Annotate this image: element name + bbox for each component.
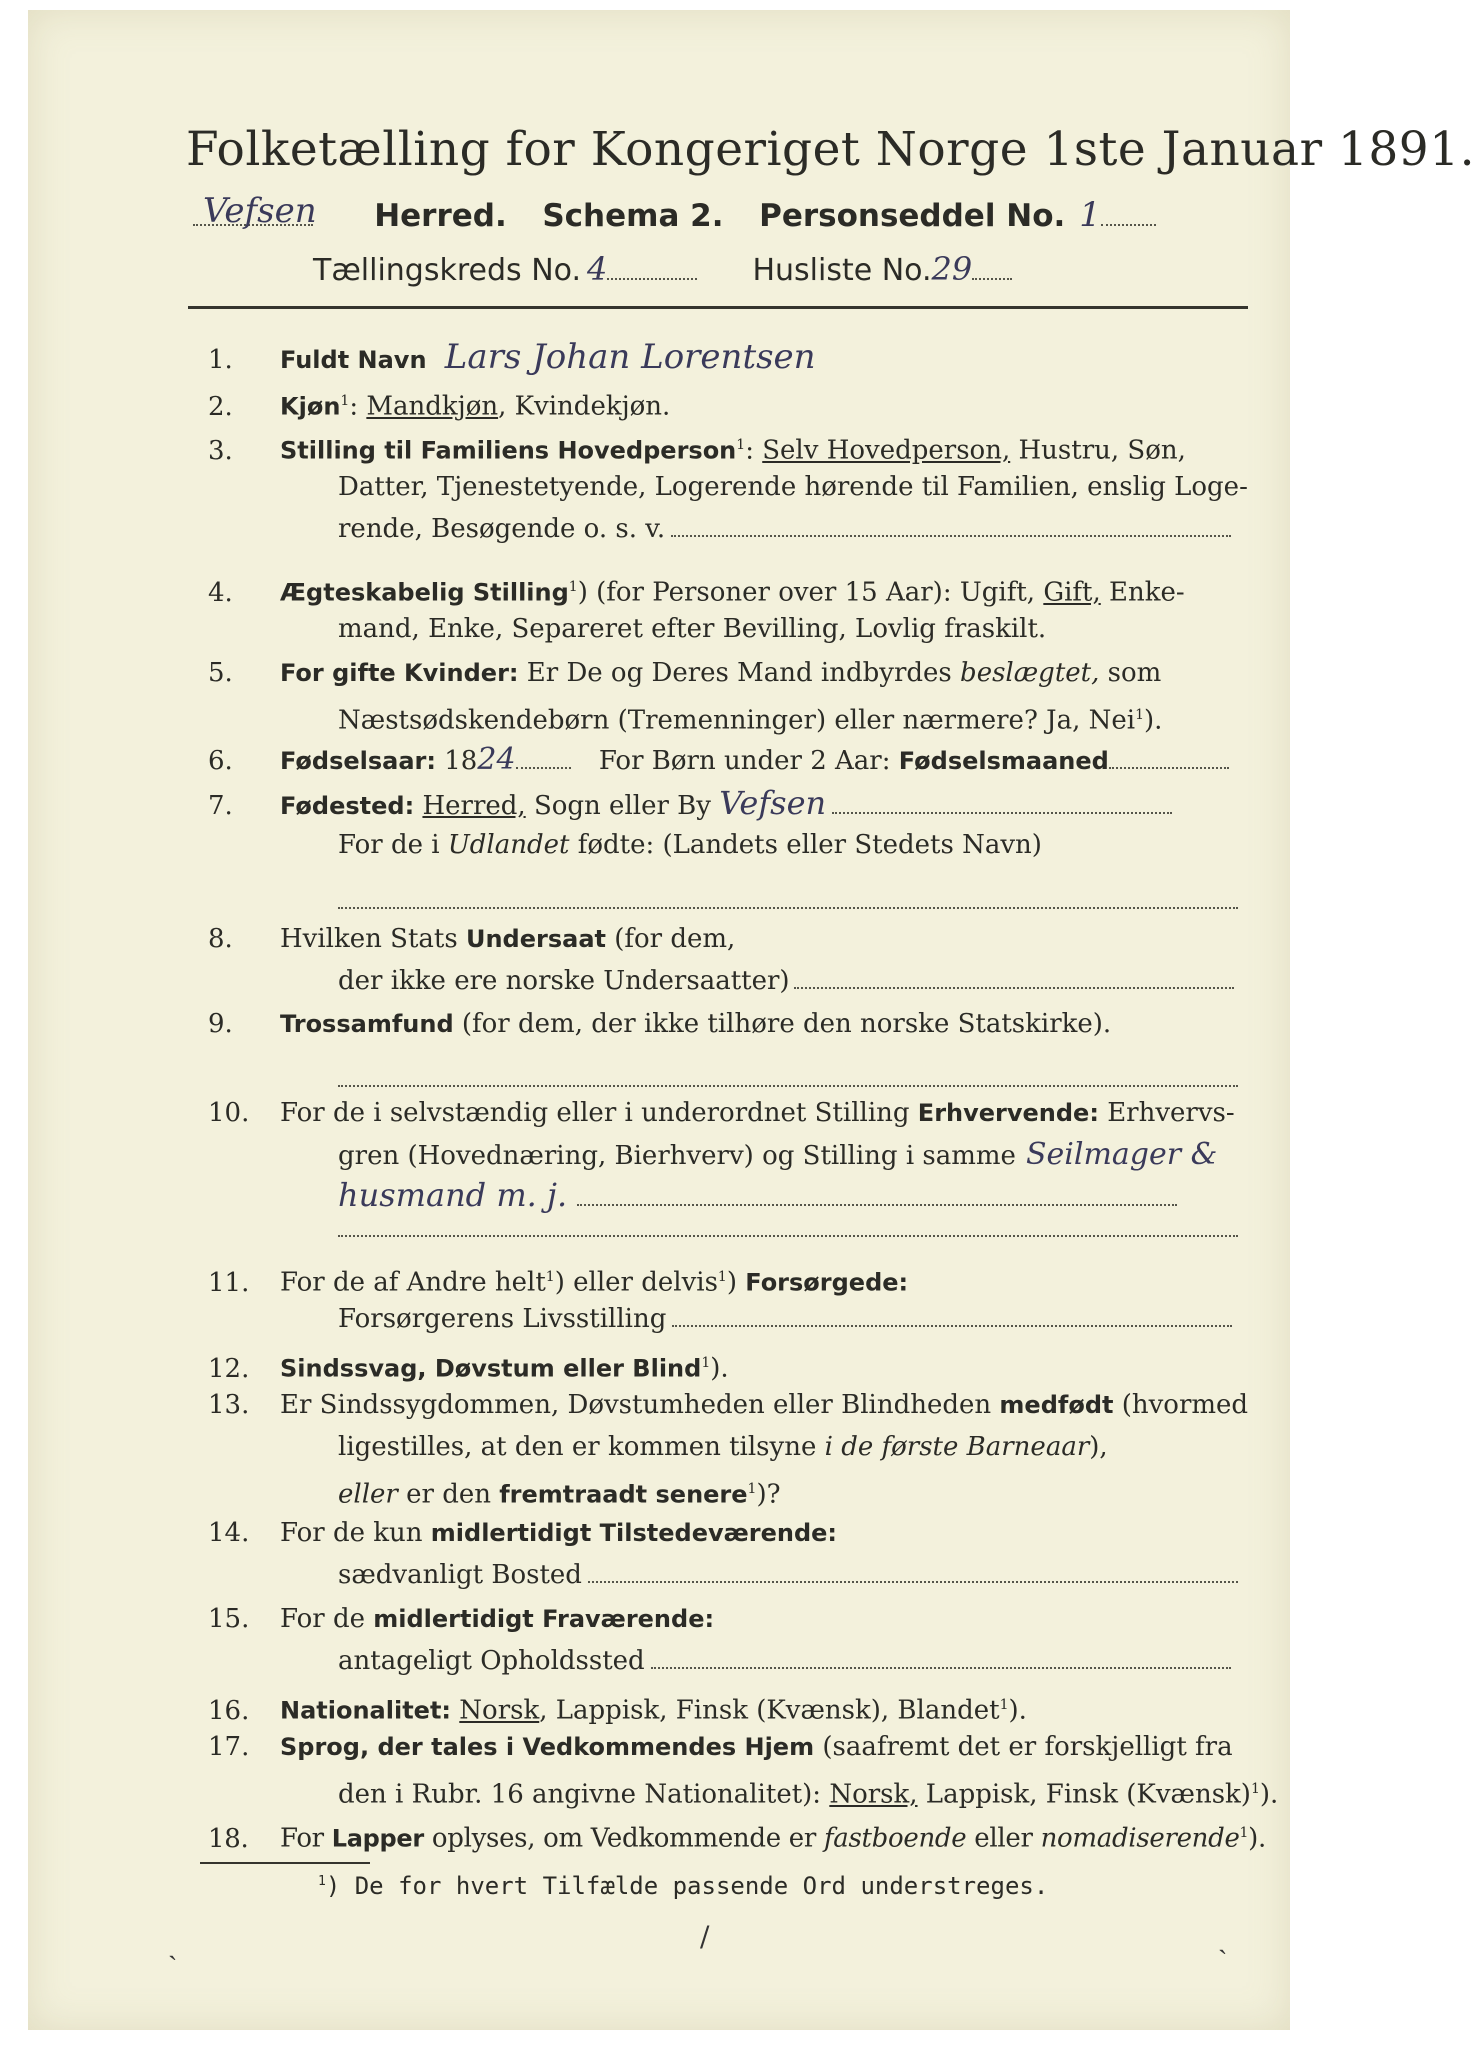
lapps-text: For <box>280 1823 324 1854</box>
kreds-label: Tællingskreds No. <box>313 253 581 288</box>
temporary-absent-text: For de <box>280 1604 365 1634</box>
item-number: 5. <box>208 658 233 688</box>
edge-mark-left: ˎ <box>168 1928 178 1961</box>
full-name-label: Fuldt Navn <box>280 346 427 374</box>
sex-option-female: Kvindekjøn. <box>514 391 671 422</box>
item-number: 3. <box>208 435 233 466</box>
item-number: 14. <box>208 1518 250 1548</box>
item-3-line-2: Datter, Tjenestetyende, Logerende hørende til Familien, enslig Loge- <box>338 472 1248 502</box>
husliste-label: Husliste No. <box>752 253 932 288</box>
edge-mark-center: / <box>700 1920 710 1953</box>
item-3-line-3 <box>338 512 1258 548</box>
item-12 <box>208 1346 1268 1382</box>
footnote-ref: 1 <box>1239 1825 1249 1841</box>
citizenship-text: Hvilken Stats <box>280 924 458 954</box>
religion-text: (for dem, der ikke tilhøre den norske Statskirke). <box>461 1009 1112 1039</box>
item-13-line-3-italic: eller <box>338 1479 398 1510</box>
footnote-sup: 1 <box>318 1874 326 1889</box>
blank-line <box>338 1084 1238 1087</box>
edge-mark-right: ˏ <box>1218 1922 1228 1955</box>
item-17-line-2a: den i Rubr. 16 angivne Nationalitet): <box>338 1779 822 1810</box>
comma: , <box>498 391 507 422</box>
marital-text: ) (for Personer over 15 Aar): Ugift, <box>577 577 1036 608</box>
item-2 <box>208 384 1268 420</box>
item-1 <box>208 337 1268 377</box>
citizenship-rest: (for dem, <box>614 924 736 954</box>
footnote-text: ) De for hvert Tilfælde passende Ord understreges. <box>325 1872 1049 1900</box>
item-number: 1. <box>208 345 233 375</box>
sex-option-male: Mandkjøn <box>366 391 499 422</box>
blank-line <box>338 906 1238 909</box>
occupation-text: For de i selvstændig eller i underordnet Stilling <box>280 1098 910 1128</box>
item-11-line-2 <box>338 1302 1258 1338</box>
lapps-nomadic: nomadiserende <box>1040 1823 1240 1854</box>
item-7 <box>208 786 1268 822</box>
item-number: 13. <box>208 1390 250 1420</box>
item-16 <box>208 1688 1268 1724</box>
item-13-line-3b: fremtraadt senere <box>499 1480 748 1509</box>
item-10-line-3 <box>338 1178 1258 1214</box>
marital-label: Ægteskabelig Stilling <box>280 578 569 607</box>
item-15 <box>208 1602 1268 1638</box>
item-number: 10. <box>208 1098 250 1128</box>
colon: : <box>349 391 359 422</box>
item-13-italic: i de første Barneaar <box>824 1432 1090 1462</box>
family-position-selected: Selv Hovedperson, <box>762 435 1011 466</box>
item-17 <box>208 1730 1268 1766</box>
herred-label: Herred. <box>374 198 507 234</box>
header-rule <box>188 306 1248 309</box>
abroad-text-a: For de i <box>338 830 440 860</box>
item-11 <box>208 1260 1268 1296</box>
item-8 <box>208 922 1268 958</box>
congenital-rest: (hvormed <box>1121 1390 1249 1420</box>
item-17-line-2b: Lappisk, Finsk (Kvænsk) <box>925 1779 1251 1810</box>
lapps-settled: fastboende <box>823 1823 967 1854</box>
dependents-label: Forsørgede: <box>745 1268 909 1297</box>
item-15-line-2-text: antageligt Opholdssted <box>338 1646 645 1676</box>
end-punct: ). <box>1259 1779 1279 1810</box>
birth-year-label: Fødselsaar: <box>280 747 436 775</box>
item-number: 11. <box>208 1267 250 1298</box>
item-number: 9. <box>208 1009 233 1039</box>
item-11-line-2-text: Forsørgerens Livsstilling <box>338 1304 667 1334</box>
temporary-absent-label: midlertidigt Fraværende: <box>373 1605 715 1633</box>
footnote-ref: 1 <box>736 437 746 453</box>
item-8-line-2 <box>338 964 1258 1000</box>
language-text: (saafremt det er forskjelligt fra <box>822 1732 1233 1762</box>
herred-value: Vefsen <box>203 191 317 231</box>
personseddel-value: 1 <box>1079 195 1101 235</box>
footnote-ref: 1 <box>568 579 578 595</box>
dependents-mid: ) eller delvis <box>554 1267 718 1298</box>
footnote <box>318 1872 1048 1900</box>
item-number: 6. <box>208 746 233 776</box>
footnote-ref: 1 <box>1135 707 1144 723</box>
nationality-rest: , Lappisk, Finsk (Kvænsk), Blandet <box>539 1695 1000 1726</box>
end-punct: ). <box>1143 705 1163 736</box>
end-punct: ). <box>1008 1695 1027 1726</box>
occupation-value-1: Seilmager & <box>1025 1137 1218 1172</box>
schema-label: Schema 2. <box>542 198 724 234</box>
item-5-line-2 <box>338 698 1258 734</box>
item-10-line-2 <box>338 1138 1258 1174</box>
item-13-line-3 <box>338 1472 1258 1508</box>
nationality-selected: Norsk <box>459 1695 540 1726</box>
married-women-text: Er De og Deres Mand indbyrdes <box>526 658 952 688</box>
item-4 <box>208 570 1268 606</box>
birthplace-label: Fødested: <box>280 792 415 820</box>
birth-year-value: 24 <box>477 742 516 777</box>
congenital-label: medfødt <box>999 1391 1114 1419</box>
lapps-mid: oplyses, om Vedkommende er <box>431 1823 816 1854</box>
header-line-kreds <box>313 250 1213 294</box>
item-8-line-2-text: der ikke ere norske Undersaatter) <box>338 966 790 996</box>
item-18 <box>208 1816 1268 1852</box>
language-label: Sprog, der tales i Vedkommendes Hjem <box>280 1733 815 1761</box>
item-3 <box>208 428 1268 464</box>
item-14 <box>208 1516 1268 1552</box>
item-13-line-2a: ligestilles, at den er kommen tilsyne <box>338 1432 817 1462</box>
item-number: 17. <box>208 1732 250 1762</box>
end-punct: ). <box>1248 1823 1266 1854</box>
colon: : <box>745 435 754 466</box>
birth-month-text: For Børn under 2 Aar: <box>598 746 891 776</box>
occupation-label: Erhvervende: <box>917 1099 1099 1127</box>
kreds-value: 4 <box>587 250 608 288</box>
birthplace-selected: Herred, <box>422 791 526 821</box>
header-line-herred <box>193 191 1253 239</box>
occupation-value-2: husmand m. j. <box>338 1176 568 1214</box>
census-form-sheet <box>28 10 1475 2030</box>
footnote-ref: 1 <box>701 1355 711 1371</box>
lapps-label: Lapper <box>331 1824 424 1853</box>
item-5 <box>208 656 1268 692</box>
footnote-ref: 1 <box>999 1697 1009 1713</box>
item-15-line-2 <box>338 1644 1258 1680</box>
married-women-rest: som <box>1107 658 1162 688</box>
family-position-label: Stilling til Familiens Hovedperson <box>280 436 737 465</box>
item-17-line-2 <box>338 1772 1279 1810</box>
full-name-value: Lars Johan Lorentsen <box>444 337 816 377</box>
birth-year-prefix: 18 <box>444 746 478 776</box>
end-punct: ) <box>726 1267 737 1298</box>
item-number: 15. <box>208 1604 250 1634</box>
item-number: 4. <box>208 577 233 608</box>
item-9 <box>208 1007 1268 1043</box>
marital-rest: Enke- <box>1109 577 1185 608</box>
husliste-value: 29 <box>931 250 973 288</box>
item-7-line-2 <box>338 828 1258 864</box>
dependents-text: For de af Andre helt <box>280 1267 546 1298</box>
footnote-ref: 1 <box>340 393 350 409</box>
footnote-ref: 1 <box>545 1269 555 1285</box>
footnote-rule <box>200 1862 370 1864</box>
footnote-ref: 1 <box>717 1269 727 1285</box>
nationality-label: Nationalitet: <box>280 1696 452 1725</box>
citizenship-label: Undersaat <box>465 925 606 953</box>
footnote-ref: 1 <box>1250 1781 1260 1797</box>
item-3-line-3-text: rende, Besøgende o. s. v. <box>338 514 666 544</box>
item-13-line-3c: )? <box>756 1479 781 1510</box>
item-number: 16. <box>208 1695 250 1726</box>
footnote-ref: 1 <box>747 1481 757 1497</box>
item-14-line-2-text: sædvanligt Bosted <box>338 1560 582 1590</box>
family-position-options: Hustru, Søn, <box>1018 435 1186 466</box>
temporary-present-text: For de kun <box>280 1518 423 1548</box>
temporary-present-label: midlertidigt Tilstedeværende: <box>430 1519 838 1547</box>
birth-month-label: Fødselsmaaned <box>898 747 1109 775</box>
item-4-line-2: mand, Enke, Separeret efter Bevilling, Lovlig fraskilt. <box>338 614 1047 644</box>
item-number: 18. <box>208 1823 249 1854</box>
item-10-line-2-text: gren (Hovednæring, Bierhverv) og Stilling i samme <box>338 1141 1016 1171</box>
abroad-italic: Udlandet <box>447 830 570 860</box>
item-6 <box>208 743 1268 779</box>
form-title: Folketælling for Kongeriget Norge 1ste Januar 1891. <box>186 122 1475 177</box>
personseddel-label: Personseddel No. <box>759 198 1066 234</box>
item-13-line-3a: er den <box>406 1479 491 1510</box>
end-punct: ). <box>710 1353 729 1384</box>
item-number: 7. <box>208 791 233 821</box>
abroad-text-b: fødte: (Landets eller Stedets Navn) <box>577 830 1042 860</box>
married-women-label: For gifte Kvinder: <box>280 659 519 687</box>
sex-label: Kjøn <box>280 392 341 421</box>
birthplace-text: Sogn eller By <box>533 791 711 821</box>
item-13 <box>208 1388 1268 1424</box>
disability-label: Sindssvag, Døvstum eller Blind <box>280 1354 702 1383</box>
marital-selected: Gift, <box>1043 577 1101 608</box>
lapps-or: eller <box>974 1823 1033 1854</box>
item-number: 12. <box>208 1353 250 1384</box>
item-13-line-2 <box>338 1430 1258 1466</box>
religion-label: Trossamfund <box>280 1010 454 1038</box>
item-14-line-2 <box>338 1558 1258 1594</box>
item-number: 2. <box>208 391 233 422</box>
blank-line <box>338 1234 1238 1237</box>
item-10 <box>208 1096 1268 1132</box>
item-13-line-2b: ), <box>1089 1432 1108 1462</box>
item-number: 8. <box>208 924 233 954</box>
language-selected: Norsk, <box>829 1779 918 1810</box>
item-5-line-2-text: Næstsødskendebørn (Tremenninger) eller nærmere? Ja, Nei <box>338 705 1136 736</box>
congenital-text: Er Sindssygdommen, Døvstumheden eller Blindheden <box>280 1390 992 1420</box>
occupation-rest: Erhvervs- <box>1107 1098 1235 1128</box>
related-word: beslægtet, <box>960 658 1100 688</box>
birthplace-value: Vefsen <box>719 784 827 822</box>
